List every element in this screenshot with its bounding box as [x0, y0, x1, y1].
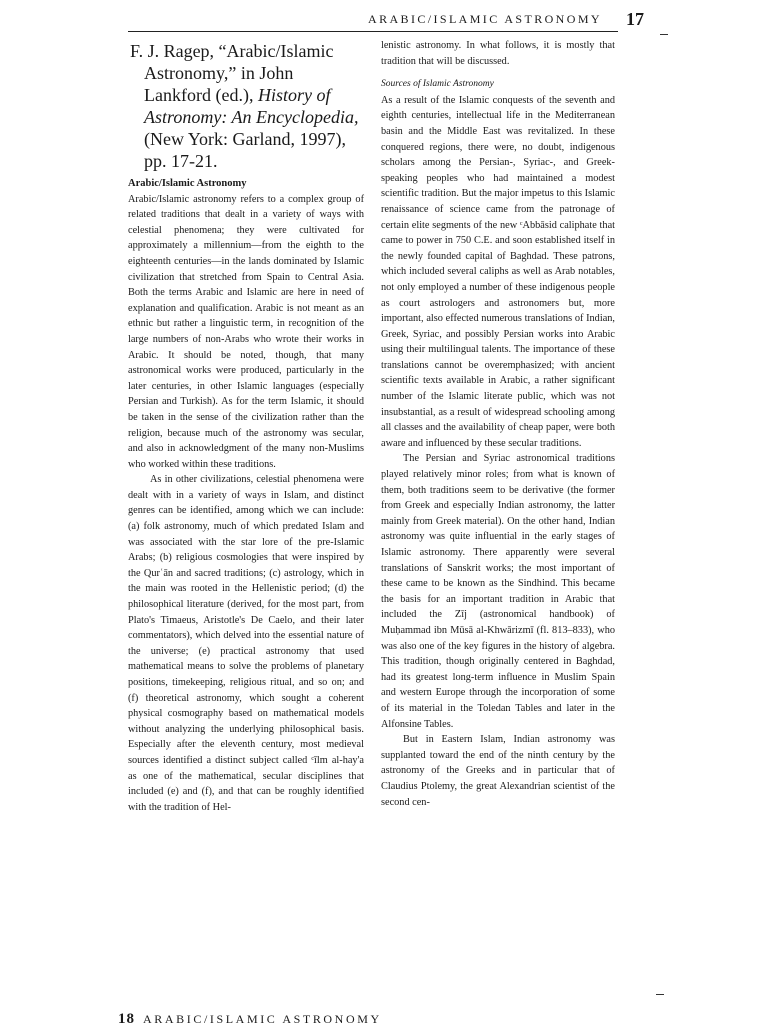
margin-mark	[656, 994, 664, 995]
citation-publication: (New York: Garland, 1997), pp. 17-21.	[144, 129, 346, 171]
footer	[118, 1011, 382, 1028]
header-rule	[128, 31, 618, 32]
paragraph: As a result of the Islamic conquests of the seventh and eighth centuries, intellectual life in the Mediterranean basin and the Middle East was revitalized. In these conquered regions, there were, no doubt, indigenous scholars among the Persian-, Syriac-, and Greek-speaking peoples who had maintained a modest scientific tradition. But the major impetus to this Islamic renaissance of science came from the patronage of certain elite segments of the new ᶜAbbāsid caliphate that came to power in 750 C.E. and soon established itself in the newly founded capital of Baghdad. These patrons, which included several caliphs as well as Arab notables, not only employed a number of these indigenous people as court astrologers and astronomers but, more important, also effected numerous translations of Indian, Greek, Syriac, and possibly Persian works into Arabic using their multilingual talents. The importance of these translations cannot be overemphasized; with ancient scientific texts available in Arabic, a rather significant number of the Islamic literate public, which was not insubstantial, as a result of widespread schooling among all classes and the availability of cheap paper, were both aware and influenced by these secular traditions.	[381, 94, 615, 449]
citation-text: F. J. Ragep, “Arabic/Islamic Astronomy,” in John Lankford (ed.),	[130, 41, 334, 105]
footer-page-number: 18	[118, 1011, 135, 1027]
left-column	[128, 38, 364, 815]
paragraph: The Persian and Syriac astronomical traditions played relatively minor roles; from what is known of them, both traditions seem to be derivative (the former from Greek and especially Indian astronomy, the latter mainly from Greek material). On the other hand, Indian astronomy was quite influential in the early stages of Islamic astronomy. There apparently were several translations of Sanskrit works; the most important of these came to be known as the Sindhind. This became the basis for an important tradition in Arabic that included the Zīj (astronomical handbook) of Muḥammad ibn Mūsā al-Khwārizmī (fl. 813–833), who was also one of the key figures in the history of algebra. This tradition, though originally centered in Baghdad, had its greatest long-term influence in Muslim Spain and western Europe through the incorporation of some of its material in the Toledan Tables and later in the Alfonsine Tables.	[381, 453, 615, 730]
page-number: 17	[626, 9, 644, 29]
paragraph: lenistic astronomy. In what follows, it is mostly that tradition that will be discussed.	[381, 40, 615, 67]
paragraph: Arabic/Islamic astronomy refers to a complex group of related traditions that dealt in a variety of ways with celestial phenomena; they were cultivated for approximately a millennium—from the eighth to the eighteenth centuries—in the lands dominated by Islamic civilization that stretched from Spain to Central Asia. Both the terms Arabic and Islamic are here in need of explanation and qualification. Arabic is not meant as an ethnic but rather a linguistic term, in recognition of the large numbers of non-Arabs who wrote their works in Arabic. It should be noted, though, that many astronomical works were produced, particularly in the later centuries, in other Islamic languages (especially Persian and Turkish). As for the term Islamic, it should be taken in the sense of the civilization rather than the religion, because much of the astronomy was secular, and also in acknowledgment of the many non-Muslims who worked within these traditions.	[128, 193, 364, 470]
paragraph: As in other civilizations, celestial phenomena were dealt with in a variety of ways in Islam, and distinct genres can be identified, among which we can include: (a) folk astronomy, much of which predated Islam and was associated with the star lore of the pre-Islamic Arabs; (b) religious cosmologies that were inspired by the Qurʿān and sacred traditions; (c) astrology, which in the main was rooted in the Hellenistic period; (d) the philosophical literature (derived, for the most part, from Plato's Timaeus, Aristotle's De Caelo, and their later commentators), which delved into the essential nature of the universe; (e) practical astronomy that used mathematical means to solve the problems of planetary positions, timekeeping, religious ritual, and so on; and (f) theoretical astronomy, which sought a coherent physical cosmography based on mathematical models without analyzing the underlying philosophical basis. Especially after the eleventh century, most medieval sources identified a distinct subject called ᶜīlm al-hay'a as one of the mathematical, secular disciplines that included (e) and (f), and that can be roughly identified with the tradition of Hel-	[128, 474, 364, 813]
running-head-title: ARABIC/ISLAMIC ASTRONOMY	[368, 12, 602, 26]
right-column	[381, 38, 615, 810]
margin-mark	[660, 34, 668, 35]
footer-running-title: ARABIC/ISLAMIC ASTRONOMY	[143, 1012, 382, 1026]
section-heading: Sources of Islamic Astronomy	[381, 79, 494, 90]
article-heading: Arabic/Islamic Astronomy	[128, 178, 247, 189]
citation	[130, 40, 364, 172]
paragraph: But in Eastern Islam, Indian astronomy was supplanted toward the end of the ninth century by the astronomy of the Greeks and in particular that of Claudius Ptolemy, the great Alexandrian scientist of the second cen-	[381, 734, 615, 808]
citation-book-title: History of Astronomy: An Encyclopedia,	[144, 85, 359, 127]
